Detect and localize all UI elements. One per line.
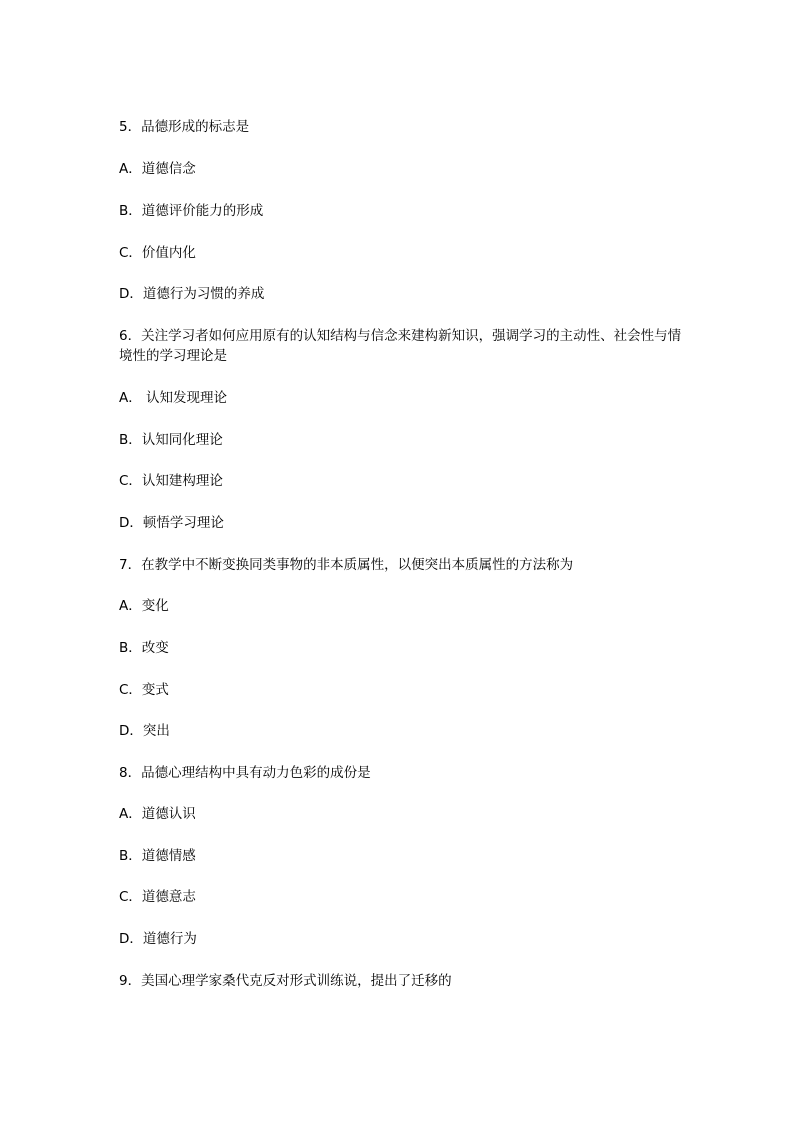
question-6-option-a: A． 认知发现理论 [119, 390, 228, 406]
question-5-option-c: C．价值内化 [119, 245, 196, 261]
question-8-option-a: A．道德认识 [119, 806, 196, 822]
question-5-stem: 5．品德形成的标志是 [119, 119, 250, 135]
question-5-option-a: A．道德信念 [119, 161, 196, 177]
question-8-option-d: D．道德行为 [119, 931, 197, 947]
question-5-option-d: D．道德行为习惯的养成 [119, 286, 265, 302]
question-7-stem: 7．在教学中不断变换同类事物的非本质属性，以便突出本质属性的方法称为 [119, 557, 574, 573]
question-6-option-d: D．顿悟学习理论 [119, 515, 224, 531]
question-7-option-d: D．突出 [119, 723, 170, 739]
question-7-option-b: B．改变 [119, 640, 169, 656]
question-6-option-c: C．认知建构理论 [119, 473, 223, 489]
question-8-stem: 8．品德心理结构中具有动力色彩的成份是 [119, 765, 371, 781]
question-5-option-b: B．道德评价能力的形成 [119, 203, 264, 219]
question-6-stem: 6．关注学习者如何应用原有的认知结构与信念来建构新知识，强调学习的主动性、社会性与情境性的学习理论是 [119, 328, 682, 364]
question-8-option-c: C．道德意志 [119, 889, 196, 905]
question-8-option-b: B．道德情感 [119, 848, 196, 864]
question-7-option-a: A．变化 [119, 598, 169, 614]
question-7-option-c: C．变式 [119, 682, 169, 698]
question-9-stem: 9．美国心理学家桑代克反对形式训练说，提出了迁移的 [119, 973, 452, 989]
question-6-option-b: B．认知同化理论 [119, 432, 223, 448]
